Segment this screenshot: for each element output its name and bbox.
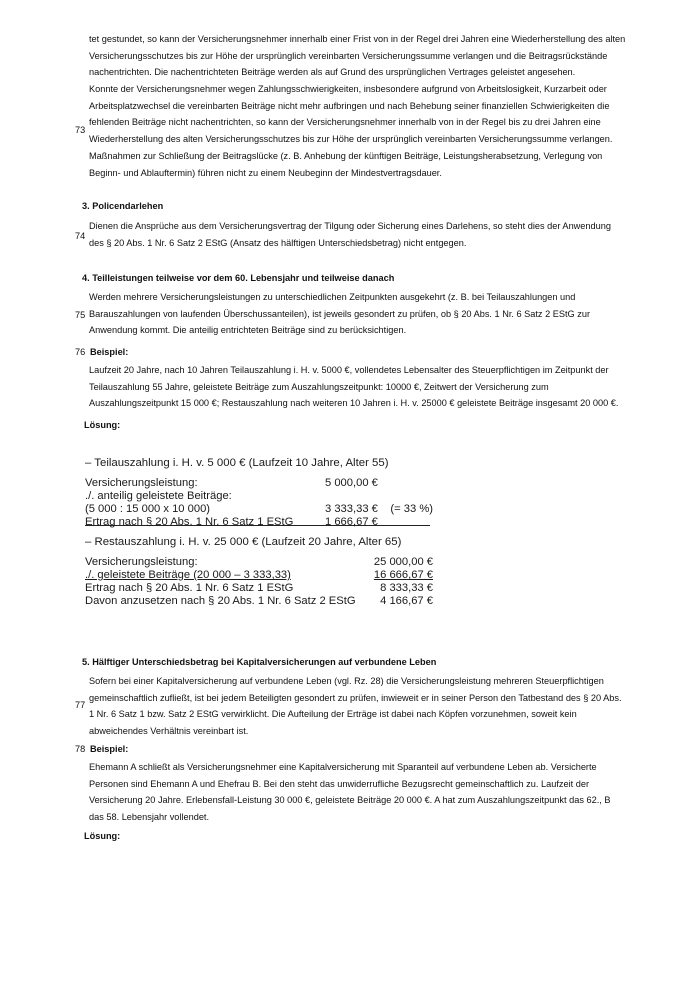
calc-row: Davon anzusetzen nach § 20 Abs. 1 Nr. 6 Satz 2 EStG 4 166,67 € [85,595,433,607]
calc-row: Versicherungsleistung: 5 000,00 € [85,477,378,489]
paragraph-73: Konnte der Versicherungsnehmer wegen Zahlungsschwierigkeiten, insbesondere aufgrund von Arbeitslosigkeit, Kurzarbeit oder Arbeitsplatzwechsel die vereinbarten Beiträge nicht mehr aufbringen und nach Behebung seiner finanziellen Schwierigkeiten die fehlenden Beiträge nicht nachentrichten, so kann der Versicherungsnehmer innerhalb von in der Regel bis zu drei Jahren eine Wiederherstellung des alten Versicherungsschutzes bis zur Höhe der ursprünglich vereinbarten Versicherungssumme verlangen. Maßnahmen zur Schließung der Beitragslücke (z. B. Anhebung der künftigen Beiträge, Leistungsherabsetzung, Verlegung von Beginn- und Ablauftermin) führen nicht zu einem Neubeginn der Mindestvertragsdauer. [89,84,613,178]
calc-row: (5 000 : 15 000 x 10 000) 3 333,33 € (= 33 %) [85,503,433,515]
paragraph-78: Ehemann A schließt als Versicherungsnehmer eine Kapitalversicherung mit Sparanteil auf verbundene Leben ab. Versicherte Personen sind Ehemann A und Ehefrau B. Bei den steht das unwiderrufliche Bezugsrecht gemeinschaftlich zu. Laufzeit der Versicherung 20 Jahre. Erlebensfall-Leistung 30 000 €, geleistete Beiträge 20 000 €. A hat zum Auszahlungszeitpunkt das 62., B das 58. Lebensjahr vollendet. [89,762,611,823]
paragraph-75: Werden mehrere Versicherungsleistungen zu unterschiedlichen Zeitpunkten ausgekehrt (z. B. bei Teilauszahlungen und Barauszahlungen von laufenden Überschussanteilen), ist jeweils gesondert zu prüfen, ob § 20 Abs. 1 Nr. 6 Satz 2 EStG zur Anwendung kommt. Die anteilig entrichteten Beiträge sind zu berücksichtigen. [89,292,591,336]
margin-number-73: 73 [75,125,86,135]
section-heading-4: 4. Teilleistungen teilweise vor dem 60. Lebensjahr und teilweise danach [82,273,395,283]
margin-number-78: 78 [75,744,86,754]
paragraph-77: Sofern bei einer Kapitalversicherung auf verbundene Leben (vgl. Rz. 28) die Versicherungsleistung mehreren Steuerpflichtigen gemeinschaftlich zufließt, ist bei jedem Beteiligten gesondert zu prüfen, inwieweit er in seiner Person den Tatbestand des § 20 Abs. 1 Nr. 6 Satz 1 bzw. Satz 2 EStG verwirklicht. Die Aufteilung der Erträge ist dabei nach Köpfen vorzunehmen, soweit kein abweichendes Verhältnis vereinbart ist. [89,676,622,737]
calculation-block [85,455,445,608]
calc-row: ./. geleistete Beiträge (20 000 – 3 333,33) 16 666,67 € [85,569,433,581]
loesung-label-2: Lösung: [84,831,121,841]
margin-number-77: 77 [75,700,86,710]
calc-row: Ertrag nach § 20 Abs. 1 Nr. 6 Satz 1 EStG 1 666,67 € [85,516,378,528]
calc-row: Versicherungsleistung: 25 000,00 € [85,556,433,568]
paragraph-76: Laufzeit 20 Jahre, nach 10 Jahren Teilauszahlung i. H. v. 5000 €, vollendetes Lebensalter des Steuerpflichtigen im Zeitpunkt der Teilauszahlung 55 Jahre, geleistete Beiträge zum Auszahlungszeitpunkt: 10000 €, Zeitwert der Versicherung zum Auszahlungszeitpunkt 15 000 €; Restauszahlung nach weiteren 10 Jahren i. H. v. 25000 € geleistete Beiträge insgesamt 20 000 €. [89,365,619,409]
section-heading-3: 3. Policendarlehen [82,201,164,211]
paragraph-74: Dienen die Ansprüche aus dem Versicherungsvertrag der Tilgung oder Sicherung eines Darlehens, so steht dies der Anwendung des § 20 Abs. 1 Nr. 6 Satz 2 EStG (Ansatz des hälftigen Unterschiedsbetrag) nicht entgegen. [89,221,611,248]
section-heading-5: 5. Hälftiger Unterschiedsbetrag bei Kapitalversicherungen auf verbundene Leben [82,657,437,667]
calc-title-restauszahlung: – Restauszahlung i. H. v. 25 000 € (Laufzeit 20 Jahre, Alter 65) [85,536,402,548]
beispiel-label-2: Beispiel: [90,744,129,754]
paragraph-intro: tet gestundet, so kann der Versicherungsnehmer innerhalb einer Frist von in der Regel drei Jahren eine Wiederherstellung des alten Versicherungsschutzes bis zur Höhe der ursprünglich vereinbarten Versicherungssumme verlangen und die Beitragsrückstände nachentrichten. Die nachentrichteten Beiträge werden als auf Grund des ursprünglichen Vertrages geleistet angesehen. [89,34,626,78]
loesung-label-1: Lösung: [84,420,121,430]
calc-row: Ertrag nach § 20 Abs. 1 Nr. 6 Satz 1 EStG 8 333,33 € [85,582,433,594]
calc-title-teilauszahlung: – Teilauszahlung i. H. v. 5 000 € (Laufzeit 10 Jahre, Alter 55) [85,457,389,469]
calc-row: ./. anteilig geleistete Beiträge: [85,490,232,502]
beispiel-label-1: Beispiel: [90,347,129,357]
margin-number-75: 75 [75,310,86,320]
margin-number-76: 76 [75,347,86,357]
margin-number-74: 74 [75,231,86,241]
